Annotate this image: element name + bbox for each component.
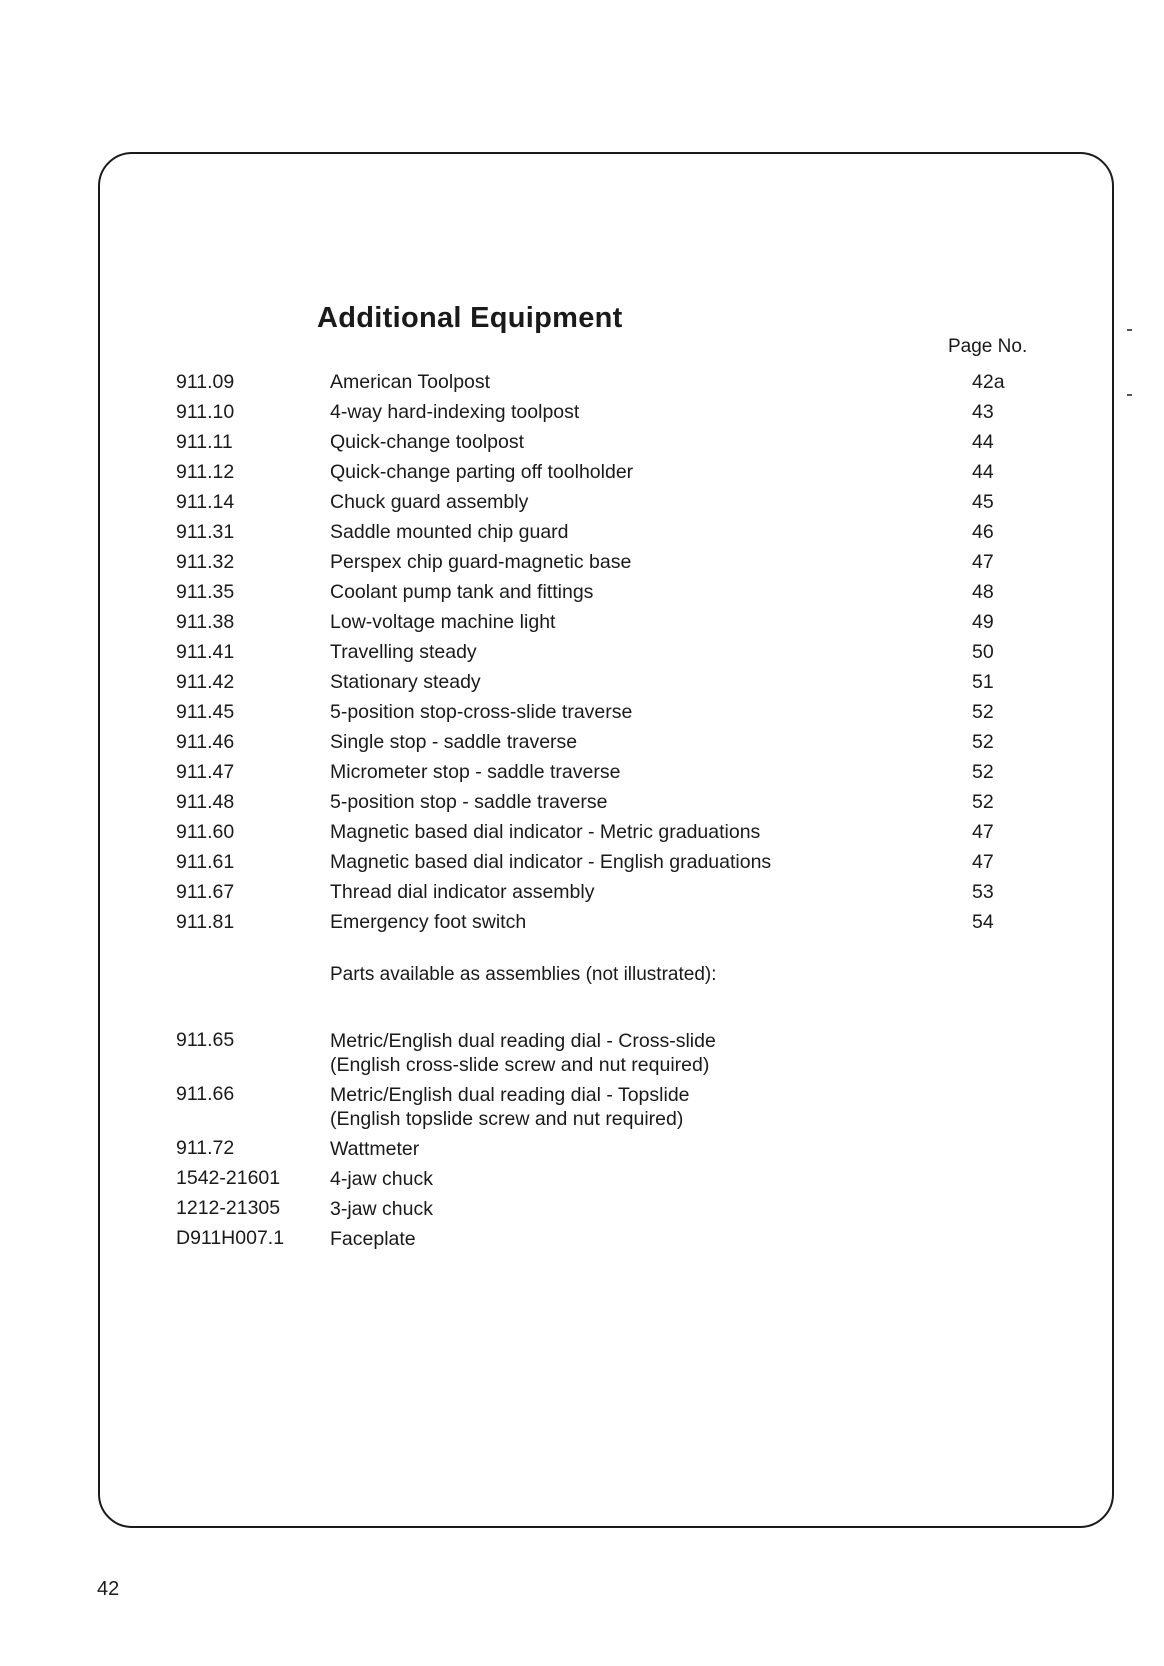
- page-ref: 52: [972, 761, 994, 783]
- part-description: Perspex chip guard-magnetic base: [330, 551, 632, 573]
- list-item: [0, 791, 1164, 821]
- list-item: [0, 731, 1164, 761]
- list-item: [0, 401, 1164, 431]
- part-description: Travelling steady: [330, 641, 477, 663]
- page-ref: 46: [972, 521, 994, 543]
- part-description: Emergency foot switch: [330, 911, 527, 933]
- part-description: 5-position stop - saddle traverse: [330, 791, 608, 813]
- list-item: [0, 851, 1164, 881]
- part-description: Low-voltage machine light: [330, 611, 556, 633]
- list-item: [0, 461, 1164, 491]
- list-item: [0, 431, 1164, 461]
- page-ref: 47: [972, 851, 994, 873]
- part-description: Chuck guard assembly: [330, 491, 529, 513]
- assemblies-note: Parts available as assemblies (not illustrated):: [330, 964, 717, 985]
- page-ref: 51: [972, 671, 994, 693]
- part-description: Thread dial indicator assembly: [330, 881, 595, 903]
- part-description: Magnetic based dial indicator - Metric graduations: [330, 821, 761, 843]
- page-ref: 43: [972, 401, 994, 423]
- margin-mark: [1127, 329, 1132, 331]
- page-number: 42: [97, 1578, 120, 1600]
- list-item: [0, 491, 1164, 521]
- page-ref: 47: [972, 821, 994, 843]
- part-code: 911.31: [176, 521, 235, 543]
- page-ref: 50: [972, 641, 994, 663]
- part-code: 911.09: [176, 371, 235, 393]
- part-description: 3-jaw chuck: [330, 1198, 433, 1220]
- part-description: [330, 1083, 690, 1131]
- list-item: [0, 611, 1164, 641]
- part-code: 911.48: [176, 791, 235, 813]
- part-code: 911.11: [176, 431, 233, 453]
- part-code: 911.35: [176, 581, 235, 603]
- part-code: 911.66: [176, 1083, 235, 1105]
- part-description-line: Metric/English dual reading dial - Topslide: [330, 1084, 690, 1106]
- list-item: [0, 881, 1164, 911]
- part-code: 911.38: [176, 611, 235, 633]
- list-item: [0, 581, 1164, 611]
- list-item: [0, 671, 1164, 701]
- part-description: 5-position stop-cross-slide traverse: [330, 701, 633, 723]
- part-code: 911.81: [176, 911, 235, 933]
- list-item: [0, 641, 1164, 671]
- part-code: 1212-21305: [176, 1197, 281, 1219]
- page-ref: 47: [972, 551, 994, 573]
- list-item: [0, 521, 1164, 551]
- list-item: [0, 761, 1164, 791]
- page-ref: 49: [972, 611, 994, 633]
- part-description: American Toolpost: [330, 371, 491, 393]
- page-ref: 45: [972, 491, 994, 513]
- part-description: Quick-change toolpost: [330, 431, 525, 453]
- list-item: [0, 371, 1164, 401]
- part-code: 911.61: [176, 851, 235, 873]
- list-item: [0, 821, 1164, 851]
- part-code: 911.47: [176, 761, 235, 783]
- part-code: 911.12: [176, 461, 235, 483]
- page-ref: 53: [972, 881, 994, 903]
- part-description: 4-way hard-indexing toolpost: [330, 401, 580, 423]
- part-description-note: (English cross-slide screw and nut required): [330, 1054, 710, 1076]
- part-code: 911.41: [176, 641, 235, 663]
- list-item: [0, 701, 1164, 731]
- part-description: Micrometer stop - saddle traverse: [330, 761, 621, 783]
- part-description: Magnetic based dial indicator - English graduations: [330, 851, 772, 873]
- page-no-header: Page No.: [948, 336, 1028, 357]
- page-ref: 52: [972, 731, 994, 753]
- part-description: Saddle mounted chip guard: [330, 521, 569, 543]
- part-description: Coolant pump tank and fittings: [330, 581, 594, 603]
- page-ref: 44: [972, 431, 994, 453]
- page-ref: 52: [972, 791, 994, 813]
- part-code: 911.67: [176, 881, 235, 903]
- part-description: Quick-change parting off toolholder: [330, 461, 634, 483]
- part-code: 911.46: [176, 731, 235, 753]
- part-code: 1542-21601: [176, 1167, 281, 1189]
- page-ref: 44: [972, 461, 994, 483]
- part-code: 911.32: [176, 551, 235, 573]
- part-code: 911.14: [176, 491, 235, 513]
- part-description: Faceplate: [330, 1228, 416, 1250]
- part-code: 911.72: [176, 1137, 235, 1159]
- part-code: 911.42: [176, 671, 235, 693]
- part-description-note: (English topslide screw and nut required): [330, 1108, 684, 1130]
- part-code: 911.10: [176, 401, 235, 423]
- part-description: [330, 1029, 716, 1077]
- page-ref: 52: [972, 701, 994, 723]
- part-code: 911.65: [176, 1029, 235, 1051]
- page-ref: 54: [972, 911, 994, 933]
- part-description: Single stop - saddle traverse: [330, 731, 578, 753]
- part-description: Wattmeter: [330, 1138, 420, 1160]
- part-description: Stationary steady: [330, 671, 481, 693]
- page-ref: 48: [972, 581, 994, 603]
- list-item: [0, 551, 1164, 581]
- part-code: 911.60: [176, 821, 235, 843]
- part-description: 4-jaw chuck: [330, 1168, 433, 1190]
- part-code: D911H007.1: [176, 1227, 285, 1249]
- part-code: 911.45: [176, 701, 235, 723]
- list-item: [0, 911, 1164, 941]
- page-ref: 42a: [972, 371, 1005, 393]
- part-description-line: Metric/English dual reading dial - Cross-slide: [330, 1030, 716, 1052]
- page-title: Additional Equipment: [317, 302, 623, 334]
